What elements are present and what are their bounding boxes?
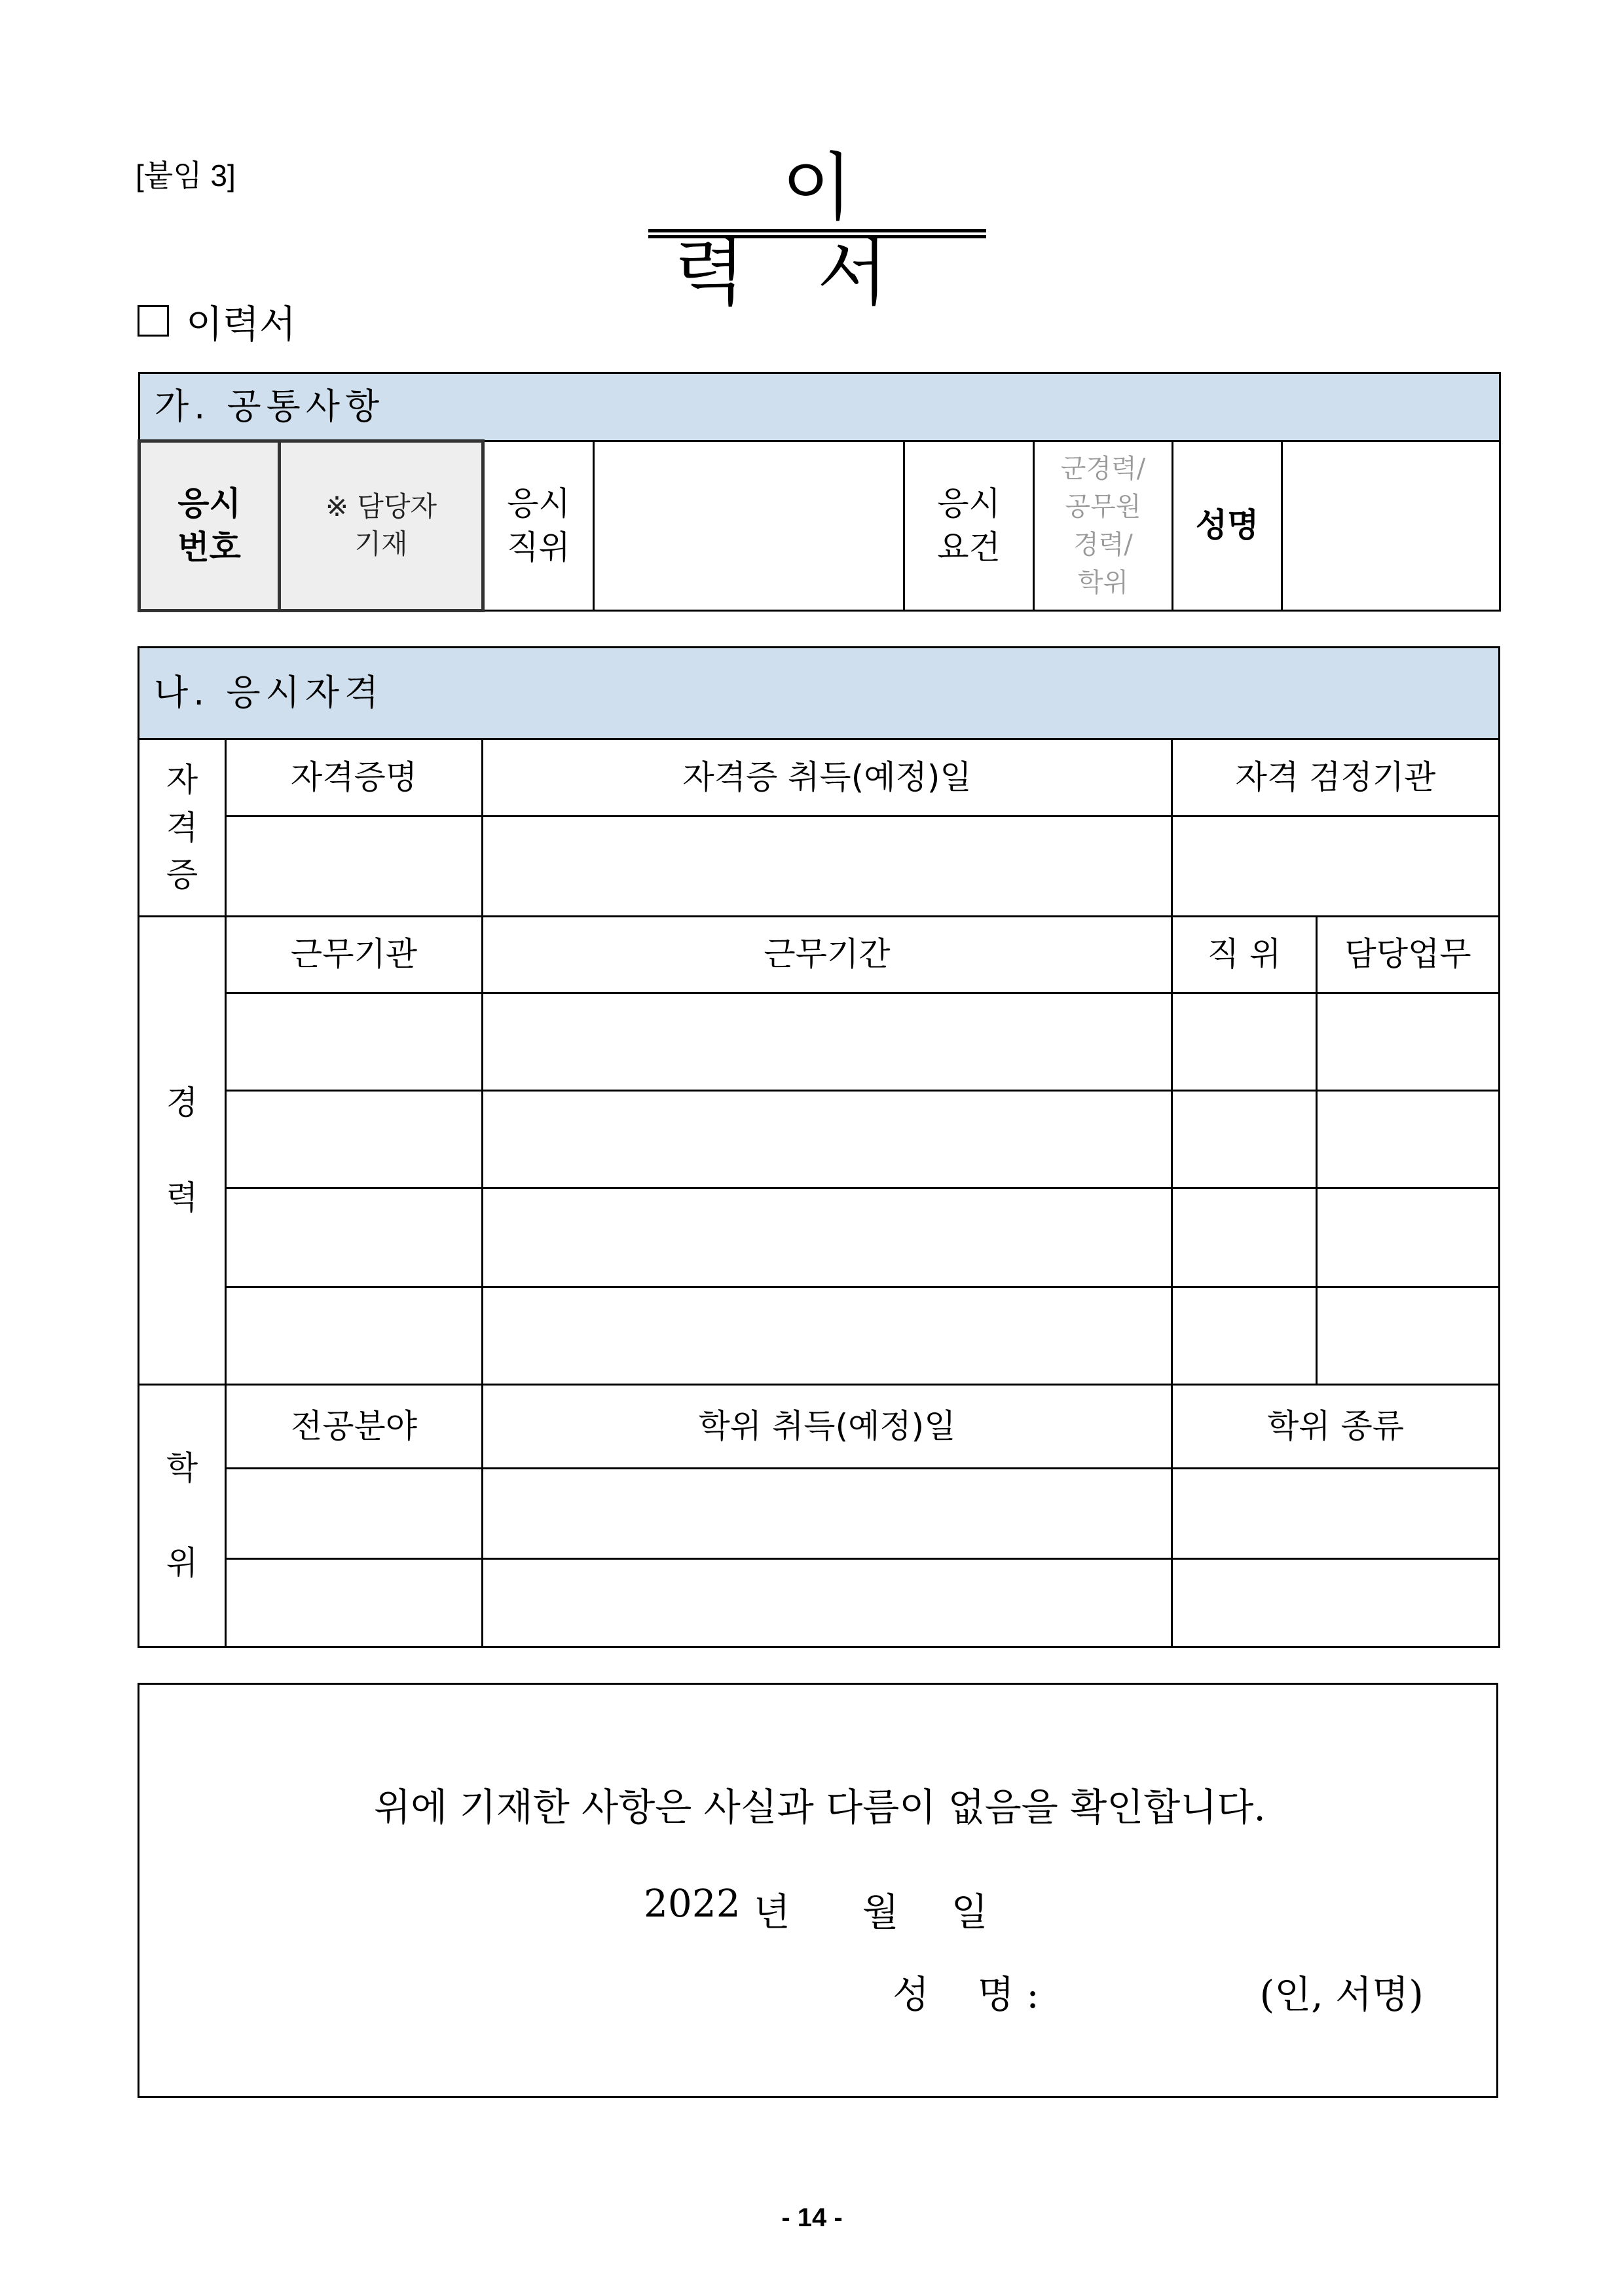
checkbox-square-icon (138, 305, 169, 337)
year-value: 2022 (644, 1881, 741, 1926)
degree-row (139, 1469, 1500, 1559)
career-duty-input[interactable] (1317, 1287, 1500, 1385)
career-org-input[interactable] (226, 1188, 483, 1287)
cert-side-label: 자 격 증 (139, 739, 226, 917)
position-label: 응시 직위 (483, 441, 594, 611)
exam-number-note: ※ 담당자 기재 (280, 441, 483, 611)
cert-date-input[interactable] (483, 817, 1172, 917)
career-position-input[interactable] (1172, 1091, 1317, 1188)
career-org-input[interactable] (226, 993, 483, 1091)
name-input[interactable] (1282, 441, 1500, 611)
signer-name-label: 성 명 : (893, 1972, 1039, 2017)
career-col-org: 근무기관 (226, 917, 483, 993)
confirmation-statement: 위에 기재한 사항은 사실과 다름이 없음을 확인합니다. (374, 1785, 1266, 1829)
career-col-position: 직 위 (1172, 917, 1317, 993)
career-col-period: 근무기간 (483, 917, 1172, 993)
requirement-label: 응시 요건 (904, 441, 1034, 611)
page-number: - 14 - (781, 2203, 843, 2232)
page-title: 이력서 (674, 145, 961, 316)
career-row (139, 1091, 1500, 1188)
date-line (644, 1881, 988, 1936)
signature-line (893, 1964, 1424, 2019)
degree-type-input[interactable] (1172, 1559, 1500, 1647)
degree-major-input[interactable] (226, 1559, 483, 1647)
career-period-input[interactable] (483, 993, 1172, 1091)
degree-col-date: 학위 취득(예정)일 (483, 1385, 1172, 1469)
career-org-input[interactable] (226, 1091, 483, 1188)
career-row (139, 993, 1500, 1091)
career-duty-input[interactable] (1317, 1091, 1500, 1188)
day-unit: 일 (951, 1890, 988, 1934)
cert-name-input[interactable] (226, 817, 483, 917)
cert-col-name: 자격증명 (226, 739, 483, 817)
position-input[interactable] (594, 441, 904, 611)
career-duty-input[interactable] (1317, 993, 1500, 1091)
career-position-input[interactable] (1172, 993, 1317, 1091)
degree-row (139, 1559, 1500, 1647)
section-label: 이력서 (186, 302, 297, 346)
degree-date-input[interactable] (483, 1469, 1172, 1559)
degree-side-label: 학 위 (139, 1385, 226, 1647)
attachment-label: [붙임 3] (136, 158, 236, 193)
section-heading (138, 293, 296, 348)
year-unit: 년 (753, 1890, 790, 1934)
qualification-header: 나. 응시자격 (139, 648, 1500, 739)
career-row (139, 1287, 1500, 1385)
career-period-input[interactable] (483, 1091, 1172, 1188)
career-side-label: 경 력 (139, 917, 226, 1385)
cert-agency-input[interactable] (1172, 817, 1500, 917)
career-col-duty: 담당업무 (1317, 917, 1500, 993)
common-header: 가. 공통사항 (139, 373, 1500, 441)
career-duty-input[interactable] (1317, 1188, 1500, 1287)
degree-major-input[interactable] (226, 1469, 483, 1559)
title-double-underline (648, 229, 986, 238)
seal-label: (인, 서명) (1259, 1972, 1424, 2017)
qualification-table (138, 646, 1500, 1648)
career-position-input[interactable] (1172, 1188, 1317, 1287)
degree-col-major: 전공분야 (226, 1385, 483, 1469)
exam-number-label: 응시 번호 (139, 441, 280, 611)
name-label: 성명 (1173, 441, 1282, 611)
month-unit: 월 (862, 1890, 899, 1934)
cert-col-date: 자격증 취득(예정)일 (483, 739, 1172, 817)
cert-col-agency: 자격 검정기관 (1172, 739, 1500, 817)
confirmation-box (138, 1683, 1498, 2098)
career-period-input[interactable] (483, 1188, 1172, 1287)
career-period-input[interactable] (483, 1287, 1172, 1385)
requirement-options[interactable]: 군경력/ 공무원 경력/ 학위 (1034, 441, 1173, 611)
common-info-table (138, 372, 1501, 612)
degree-col-type: 학위 종류 (1172, 1385, 1500, 1469)
career-position-input[interactable] (1172, 1287, 1317, 1385)
career-org-input[interactable] (226, 1287, 483, 1385)
career-row (139, 1188, 1500, 1287)
degree-date-input[interactable] (483, 1559, 1172, 1647)
degree-type-input[interactable] (1172, 1469, 1500, 1559)
